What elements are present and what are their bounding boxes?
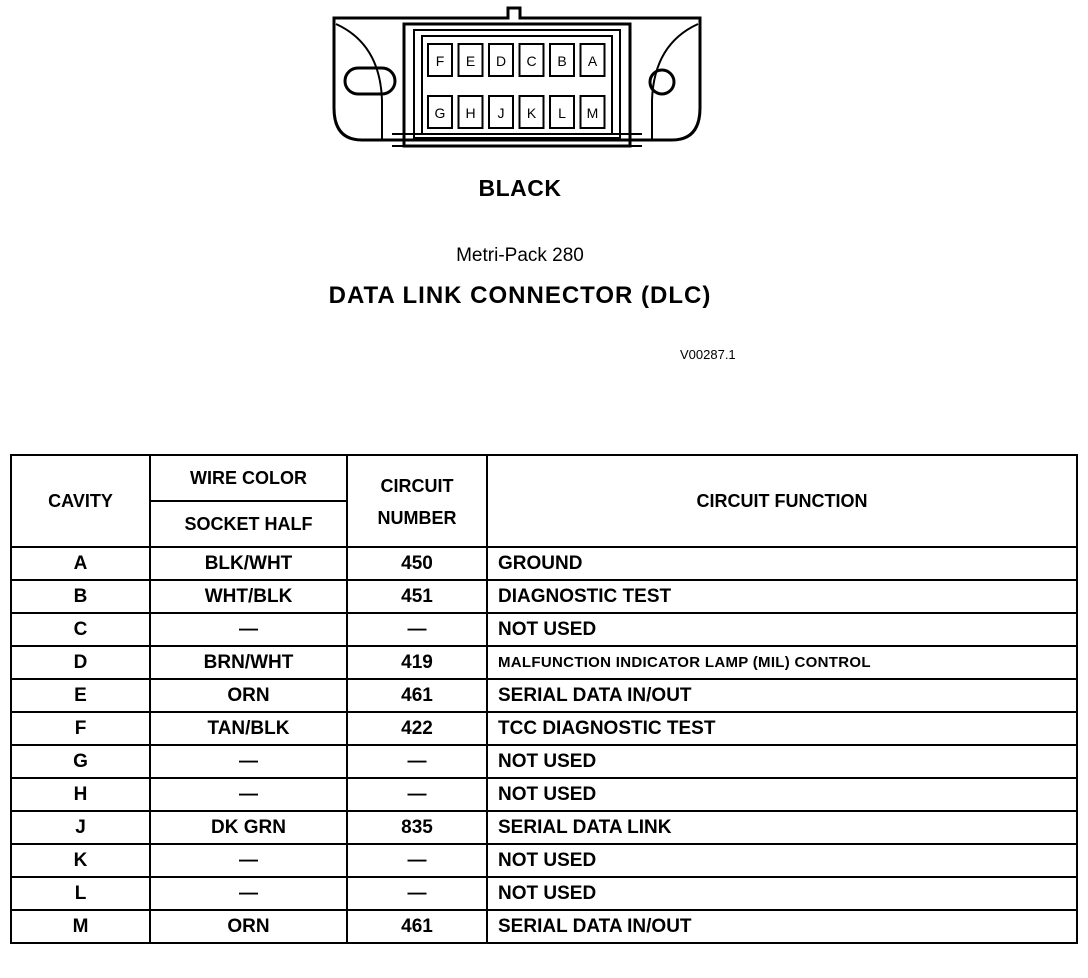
circuit-function-cell: DIAGNOSTIC TEST: [487, 580, 1077, 613]
circuit-number-cell: —: [347, 613, 487, 646]
cavity-cell: M: [11, 910, 150, 943]
circuit-number-cell: 461: [347, 910, 487, 943]
figure-code: V00287.1: [680, 347, 736, 362]
circuit-function-cell: GROUND: [487, 547, 1077, 580]
wire-color-cell: —: [150, 877, 347, 910]
table-row: [11, 547, 1077, 580]
header-wire-color: WIRE COLOR: [150, 455, 347, 501]
cavity-cell: F: [11, 712, 150, 745]
cavity-cell: D: [11, 646, 150, 679]
pin-label-l: L: [558, 105, 566, 121]
connector-type-label: Metri-Pack 280: [456, 245, 584, 266]
header-circuit-function: CIRCUIT FUNCTION: [487, 455, 1077, 547]
table-row: [11, 646, 1077, 679]
wire-color-cell: DK GRN: [150, 811, 347, 844]
circuit-number-cell: 450: [347, 547, 487, 580]
wire-color-cell: ORN: [150, 679, 347, 712]
circuit-function-cell: SERIAL DATA IN/OUT: [487, 679, 1077, 712]
header-circuit-number-label: CIRCUIT NUMBER: [377, 476, 457, 528]
pin-label-c: C: [526, 53, 537, 69]
table-row: [11, 778, 1077, 811]
circuit-function-cell: NOT USED: [487, 613, 1077, 646]
wire-color-cell: BRN/WHT: [150, 646, 347, 679]
circuit-number-cell: —: [347, 778, 487, 811]
table-row: [11, 910, 1077, 943]
circuit-function-cell: NOT USED: [487, 844, 1077, 877]
wire-color-cell: ORN: [150, 910, 347, 943]
cavity-cell: B: [11, 580, 150, 613]
circuit-number-cell: —: [347, 745, 487, 778]
circuit-number-cell: —: [347, 844, 487, 877]
table-row: [11, 679, 1077, 712]
wire-color-cell: —: [150, 745, 347, 778]
table-row: [11, 745, 1077, 778]
cavity-cell: H: [11, 778, 150, 811]
pin-label-g: G: [434, 105, 446, 121]
pin-label-a: A: [587, 53, 598, 69]
wire-color-cell: —: [150, 844, 347, 877]
cavity-cell: J: [11, 811, 150, 844]
circuit-number-cell: 419: [347, 646, 487, 679]
circuit-number-cell: 422: [347, 712, 487, 745]
circuit-number-cell: 461: [347, 679, 487, 712]
pin-label-j: J: [497, 105, 505, 121]
cavity-cell: A: [11, 547, 150, 580]
wire-color-cell: —: [150, 778, 347, 811]
circuit-function-cell: NOT USED: [487, 877, 1077, 910]
table-row: [11, 613, 1077, 646]
circuit-function-cell: NOT USED: [487, 745, 1077, 778]
diagram-title: DATA LINK CONNECTOR (DLC): [328, 282, 712, 309]
dlc-connector-diagram: [0, 0, 1088, 160]
pin-label-k: K: [526, 105, 537, 121]
circuit-function-cell: NOT USED: [487, 778, 1077, 811]
pinout-table: [10, 454, 1078, 944]
circuit-number-cell: —: [347, 877, 487, 910]
circuit-function-cell: SERIAL DATA IN/OUT: [487, 910, 1077, 943]
cavity-cell: L: [11, 877, 150, 910]
header-cavity: CAVITY: [11, 455, 150, 547]
cavity-cell: K: [11, 844, 150, 877]
pin-label-d: D: [495, 53, 507, 69]
wire-color-cell: WHT/BLK: [150, 580, 347, 613]
pin-label-e: E: [465, 53, 476, 69]
pin-label-b: B: [557, 53, 567, 69]
circuit-function-cell: SERIAL DATA LINK: [487, 811, 1077, 844]
header-socket-half: SOCKET HALF: [150, 501, 347, 547]
table-row: [11, 844, 1077, 877]
connector-color-label: BLACK: [478, 175, 562, 201]
circuit-number-cell: 835: [347, 811, 487, 844]
circuit-function-cell: MALFUNCTION INDICATOR LAMP (MIL) CONTROL: [487, 646, 1077, 679]
pin-label-m: M: [586, 105, 599, 121]
header-circuit-number: [347, 455, 487, 547]
wire-color-cell: TAN/BLK: [150, 712, 347, 745]
wire-color-cell: —: [150, 613, 347, 646]
cavity-cell: C: [11, 613, 150, 646]
table-row: [11, 580, 1077, 613]
cavity-cell: E: [11, 679, 150, 712]
pin-label-f: F: [435, 53, 445, 69]
table-row: [11, 712, 1077, 745]
wire-color-cell: BLK/WHT: [150, 547, 347, 580]
cavity-cell: G: [11, 745, 150, 778]
table-row: [11, 877, 1077, 910]
circuit-function-cell: TCC DIAGNOSTIC TEST: [487, 712, 1077, 745]
pin-label-h: H: [465, 105, 476, 121]
table-row: [11, 811, 1077, 844]
circuit-number-cell: 451: [347, 580, 487, 613]
